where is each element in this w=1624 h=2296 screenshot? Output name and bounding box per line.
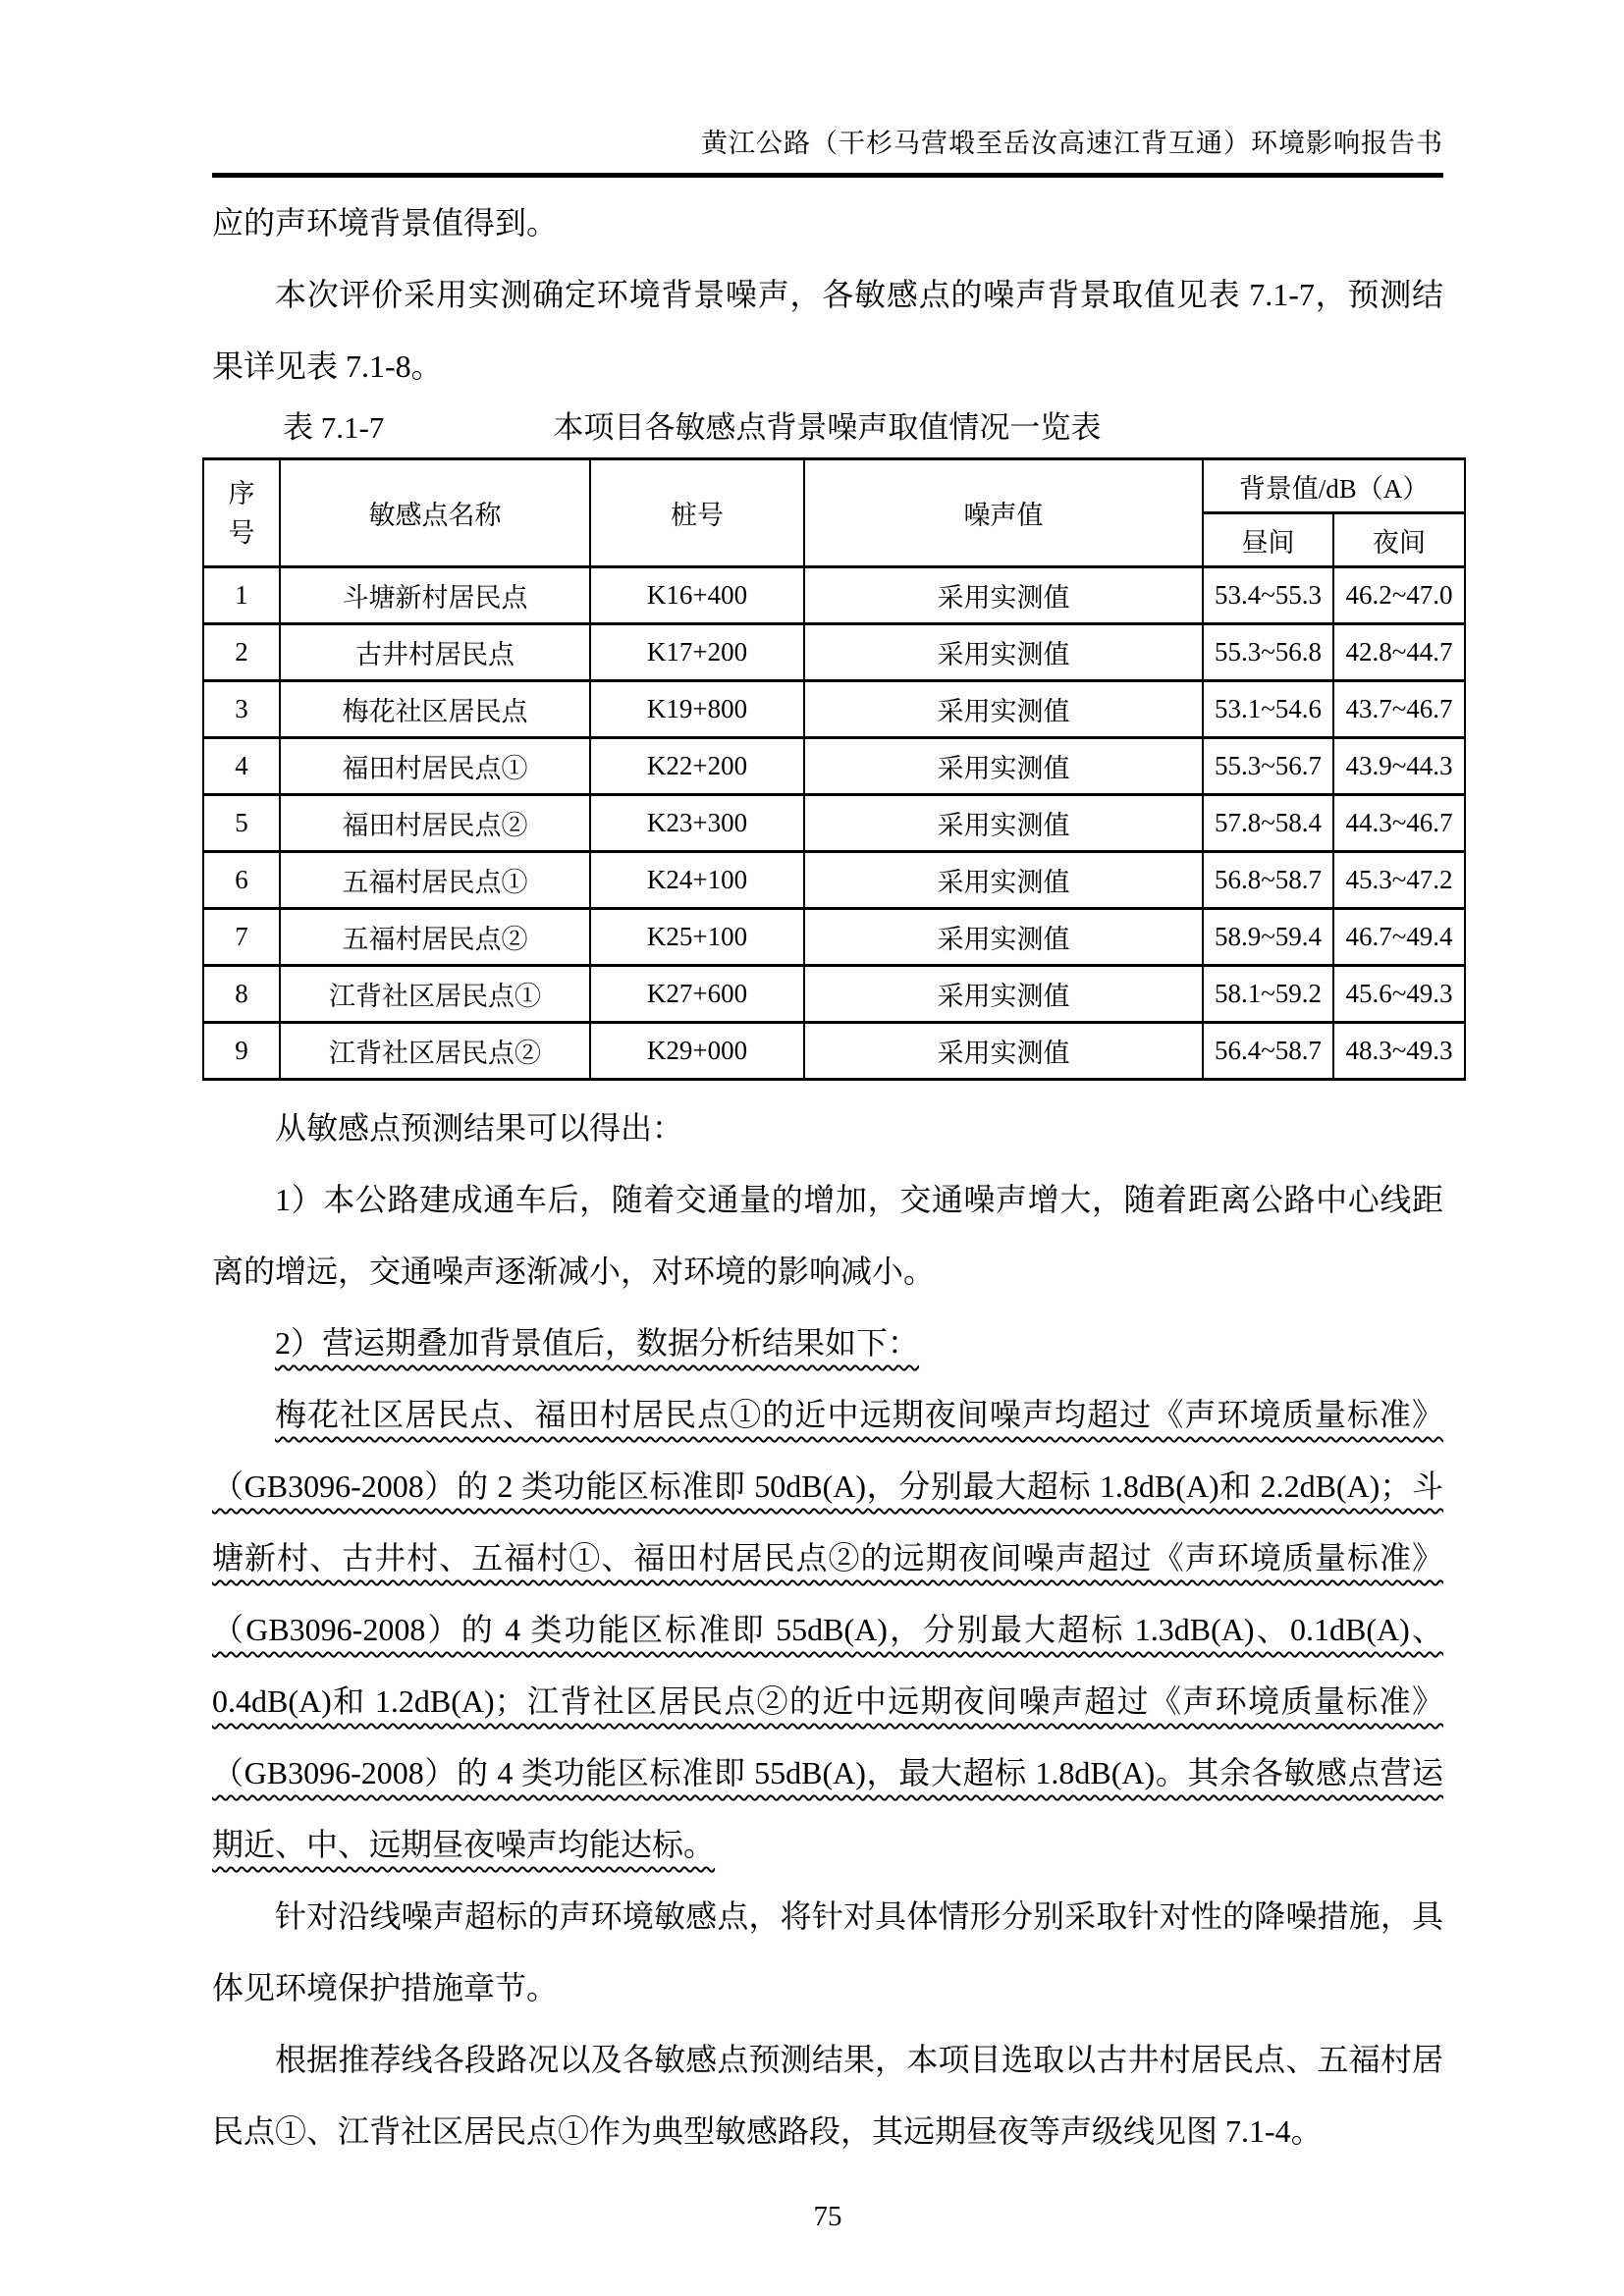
cell-stake: K16+400 bbox=[590, 567, 804, 624]
cell-noise: 采用实测值 bbox=[804, 1023, 1203, 1080]
table-row bbox=[203, 795, 1465, 852]
paragraph-evaluation-method: 本次评价采用实测确定环境背景噪声，各敏感点的噪声背景取值见表 7.1-7，预测结果详见表 7.1-8。 bbox=[212, 277, 1443, 384]
cell-name: 斗塘新村居民点 bbox=[280, 567, 590, 624]
cell-night: 45.3~47.2 bbox=[1333, 852, 1465, 909]
cell-name: 梅花社区居民点 bbox=[280, 681, 590, 738]
cell-name: 五福村居民点① bbox=[280, 852, 590, 909]
column-header-index: 序号 bbox=[203, 459, 280, 567]
cell-night: 42.8~44.7 bbox=[1333, 624, 1465, 681]
cell-index: 9 bbox=[203, 1023, 280, 1080]
cell-day: 56.8~58.7 bbox=[1203, 852, 1333, 909]
cell-index: 7 bbox=[203, 909, 280, 966]
cell-name: 福田村居民点① bbox=[280, 738, 590, 795]
cell-day: 55.3~56.7 bbox=[1203, 738, 1333, 795]
table-row bbox=[203, 567, 1465, 624]
cell-stake: K19+800 bbox=[590, 681, 804, 738]
cell-night: 46.7~49.4 bbox=[1333, 909, 1465, 966]
cell-night: 45.6~49.3 bbox=[1333, 966, 1465, 1023]
table-row bbox=[203, 624, 1465, 681]
table-row bbox=[203, 852, 1465, 909]
cell-name: 古井村居民点 bbox=[280, 624, 590, 681]
cell-night: 46.2~47.0 bbox=[1333, 567, 1465, 624]
column-header-stake: 桩号 bbox=[590, 459, 804, 567]
cell-day: 56.4~58.7 bbox=[1203, 1023, 1333, 1080]
table-row bbox=[203, 966, 1465, 1023]
cell-index: 4 bbox=[203, 738, 280, 795]
column-header-background: 背景值/dB（A） bbox=[1203, 459, 1465, 513]
column-header-night: 夜间 bbox=[1333, 513, 1465, 567]
cell-name: 福田村居民点② bbox=[280, 795, 590, 852]
noise-background-table bbox=[202, 457, 1466, 1081]
paragraph-typical-sections: 根据推荐线各段路况以及各敏感点预测结果，本项目选取以古井村居民点、五福村居民点①、江背社区居民点①作为典型敏感路段，其远期昼夜等声级线见图 7.1-4。 bbox=[212, 2042, 1443, 2149]
cell-stake: K24+100 bbox=[590, 852, 804, 909]
cell-name: 江背社区居民点① bbox=[280, 966, 590, 1023]
cell-noise: 采用实测值 bbox=[804, 681, 1203, 738]
cell-stake: K23+300 bbox=[590, 795, 804, 852]
cell-day: 58.9~59.4 bbox=[1203, 909, 1333, 966]
cell-noise: 采用实测值 bbox=[804, 624, 1203, 681]
cell-noise: 采用实测值 bbox=[804, 795, 1203, 852]
cell-index: 3 bbox=[203, 681, 280, 738]
cell-night: 48.3~49.3 bbox=[1333, 1023, 1465, 1080]
paragraph-conclusion-2-heading: 2）营运期叠加背景值后，数据分析结果如下： bbox=[275, 1325, 920, 1361]
cell-stake: K25+100 bbox=[590, 909, 804, 966]
cell-stake: K17+200 bbox=[590, 624, 804, 681]
cell-stake: K27+600 bbox=[590, 966, 804, 1023]
cell-stake: K29+000 bbox=[590, 1023, 804, 1080]
cell-index: 6 bbox=[203, 852, 280, 909]
table-row bbox=[203, 738, 1465, 795]
cell-night: 44.3~46.7 bbox=[1333, 795, 1465, 852]
page-number: 75 bbox=[813, 2201, 842, 2232]
column-header-noise: 噪声值 bbox=[804, 459, 1203, 567]
cell-night: 43.7~46.7 bbox=[1333, 681, 1465, 738]
table-body bbox=[203, 567, 1465, 1080]
table-header bbox=[203, 459, 1465, 567]
cell-name: 五福村居民点② bbox=[280, 909, 590, 966]
cell-noise: 采用实测值 bbox=[804, 567, 1203, 624]
column-header-day: 昼间 bbox=[1203, 513, 1333, 567]
paragraph-conclusion-1: 1）本公路建成通车后，随着交通量的增加，交通噪声增大，随着距离公路中心线距离的增远，交通噪声逐渐减小，对环境的影响减小。 bbox=[212, 1182, 1443, 1289]
cell-stake: K22+200 bbox=[590, 738, 804, 795]
paragraph-carryover: 应的声环境背景值得到。 bbox=[212, 205, 559, 240]
cell-noise: 采用实测值 bbox=[804, 966, 1203, 1023]
table-caption-title: 本项目各敏感点背景噪声取值情况一览表 bbox=[553, 410, 1102, 445]
cell-day: 57.8~58.4 bbox=[1203, 795, 1333, 852]
cell-day: 53.4~55.3 bbox=[1203, 567, 1333, 624]
paragraph-conclusion-intro: 从敏感点预测结果可以得出： bbox=[275, 1110, 684, 1146]
table-row bbox=[203, 909, 1465, 966]
page-body bbox=[212, 187, 1453, 2236]
column-header-name: 敏感点名称 bbox=[280, 459, 590, 567]
table-caption-label: 表 7.1-7 bbox=[283, 410, 385, 445]
cell-index: 2 bbox=[203, 624, 280, 681]
cell-index: 5 bbox=[203, 795, 280, 852]
header-rule bbox=[212, 173, 1443, 178]
table-caption bbox=[212, 402, 1443, 454]
cell-noise: 采用实测值 bbox=[804, 852, 1203, 909]
cell-name: 江背社区居民点② bbox=[280, 1023, 590, 1080]
paragraph-mitigation: 针对沿线噪声超标的声环境敏感点，将针对具体情形分别采取针对性的降噪措施，具体见环境保护措施章节。 bbox=[212, 1898, 1443, 2005]
cell-noise: 采用实测值 bbox=[804, 909, 1203, 966]
paragraph-exceedance-analysis: 梅花社区居民点、福田村居民点①的近中远期夜间噪声均超过《声环境质量标准》（GB3096-2008）的 2 类功能区标准即 50dB(A)，分别最大超标 1.8dB(A)和 2.2dB(A)；斗塘新村、古井村、五福村①、福田村居民点②的远期夜间噪声超过《声环境质量标准》（GB3096-2008）的 4 类功能区标准即 55dB(A)，分别最大超标 1.3dB(A)、0.1dB(A)、0.4dB(A)和 1.2dB(A)；江背社区居民点②的近中远期夜间噪声超过《声环境质量标准》（GB3096-2008）的 4 类功能区标准即 55dB(A)，最大超标 1.8dB(A)。其余各敏感点营运期近、中、远期昼夜噪声均能达标。 bbox=[212, 1397, 1443, 1862]
cell-day: 58.1~59.2 bbox=[1203, 966, 1333, 1023]
cell-day: 53.1~54.6 bbox=[1203, 681, 1333, 738]
table-row bbox=[203, 681, 1465, 738]
cell-index: 8 bbox=[203, 966, 280, 1023]
running-header bbox=[212, 0, 1443, 178]
cell-index: 1 bbox=[203, 567, 280, 624]
table-row bbox=[203, 1023, 1465, 1080]
cell-day: 55.3~56.8 bbox=[1203, 624, 1333, 681]
page-header-title: 黄江公路（干杉马营塅至岳汝高速江背互通）环境影响报告书 bbox=[701, 129, 1443, 158]
cell-night: 43.9~44.3 bbox=[1333, 738, 1465, 795]
cell-noise: 采用实测值 bbox=[804, 738, 1203, 795]
